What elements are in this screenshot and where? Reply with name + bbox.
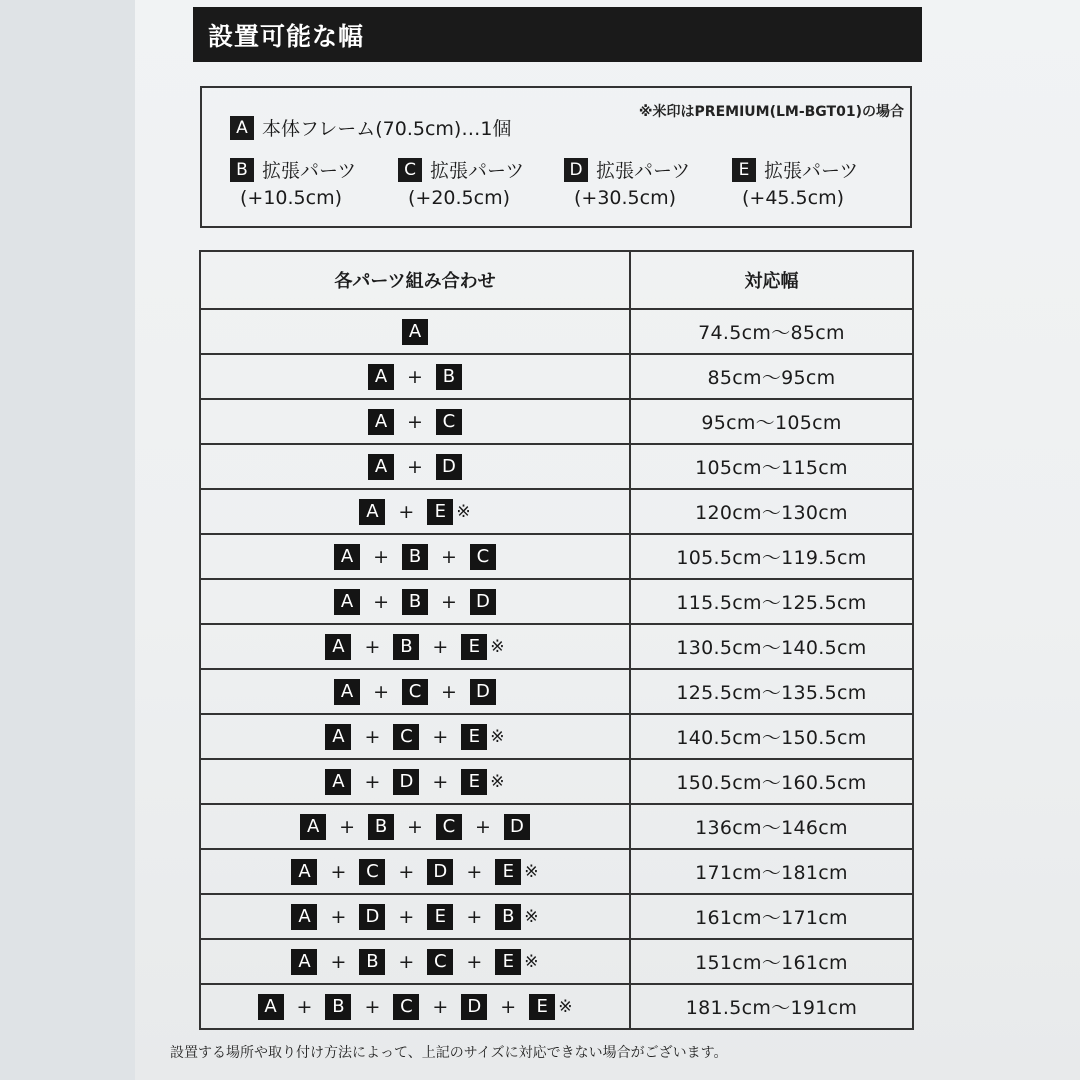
part-badge: A xyxy=(325,634,351,660)
part-badge: E xyxy=(461,769,487,795)
plus-sign: + xyxy=(330,950,347,973)
table-row xyxy=(200,579,913,624)
premium-mark: ※ xyxy=(524,861,539,882)
part-badge: E xyxy=(529,994,555,1020)
part-badge: A xyxy=(291,949,317,975)
premium-mark: ※ xyxy=(524,906,539,927)
plus-sign: + xyxy=(373,545,389,568)
part-badge: B xyxy=(368,814,394,840)
part-badge: E xyxy=(427,904,453,930)
table-row xyxy=(200,444,913,489)
combination-cell xyxy=(200,894,630,939)
part-badge: C xyxy=(470,544,496,570)
width-range-cell: 85cm～95cm xyxy=(630,354,913,399)
part-badge: D xyxy=(470,679,496,705)
section-title: 設置可能な幅 xyxy=(208,21,365,51)
table-row xyxy=(200,309,913,354)
legend-part-label: 拡張パーツ xyxy=(430,160,525,182)
width-range-cell: 130.5cm～140.5cm xyxy=(630,624,913,669)
premium-mark: ※ xyxy=(490,636,505,657)
legend-main-frame xyxy=(230,114,511,141)
table-row xyxy=(200,354,913,399)
width-range-cell: 151cm～161cm xyxy=(630,939,913,984)
part-badge: B xyxy=(436,364,462,390)
part-badge: B xyxy=(359,949,385,975)
width-range-cell: 181.5cm～191cm xyxy=(630,984,913,1029)
plus-sign: + xyxy=(398,950,415,973)
part-badge: D xyxy=(470,589,496,615)
table-row xyxy=(200,984,913,1029)
combination-cell xyxy=(200,804,630,849)
legend-part-size: (+45.5cm) xyxy=(742,187,845,209)
footer-note: 設置する場所や取り付け方法によって、上記のサイズに対応できない場合がございます。 xyxy=(170,1045,728,1061)
part-badge: E xyxy=(495,859,521,885)
part-badge: A xyxy=(325,724,351,750)
table-header-row xyxy=(200,251,913,309)
combination xyxy=(201,895,629,938)
section-title-bar xyxy=(193,7,922,62)
plus-sign: + xyxy=(398,500,415,523)
part-badge: C xyxy=(393,994,419,1020)
plus-sign: + xyxy=(432,995,449,1018)
parts-legend xyxy=(200,86,912,228)
plus-sign: + xyxy=(398,860,415,883)
part-badge: D xyxy=(461,994,487,1020)
part-badge: A xyxy=(368,409,394,435)
legend-part-label: 拡張パーツ xyxy=(262,160,357,182)
plus-sign: + xyxy=(466,950,483,973)
width-range-cell: 136cm～146cm xyxy=(630,804,913,849)
combination xyxy=(201,715,629,758)
part-badge: A xyxy=(334,589,360,615)
plus-sign: + xyxy=(466,905,483,928)
combination-cell xyxy=(200,669,630,714)
part-badge: E xyxy=(495,949,521,975)
combination xyxy=(201,580,629,623)
plus-sign: + xyxy=(373,680,389,703)
premium-note: ※米印はPREMIUM(LM-BGT01)の場合 xyxy=(638,104,904,120)
combination-cell xyxy=(200,354,630,399)
plus-sign: + xyxy=(364,770,381,793)
part-badge: B xyxy=(495,904,521,930)
plus-sign: + xyxy=(441,590,457,613)
combination-cell xyxy=(200,579,630,624)
plus-sign: + xyxy=(330,905,347,928)
premium-mark: ※ xyxy=(524,951,539,972)
part-badge: B xyxy=(402,589,428,615)
premium-mark: ※ xyxy=(490,771,505,792)
premium-mark: ※ xyxy=(490,726,505,747)
legend-part-d xyxy=(564,156,690,209)
combination xyxy=(201,985,629,1028)
header-combination: 各パーツ組み合わせ xyxy=(200,251,630,309)
width-range-cell: 105.5cm～119.5cm xyxy=(630,534,913,579)
plus-sign: + xyxy=(432,635,449,658)
plus-sign: + xyxy=(364,635,381,658)
part-badge: A xyxy=(402,319,428,345)
legend-part-label: 拡張パーツ xyxy=(596,160,691,182)
plus-sign: + xyxy=(339,815,356,838)
legend-part-size: (+10.5cm) xyxy=(240,187,343,209)
part-badge: A xyxy=(291,904,317,930)
combination-cell xyxy=(200,309,630,354)
premium-mark: ※ xyxy=(456,501,471,522)
part-badge: C xyxy=(402,679,428,705)
header-width: 対応幅 xyxy=(630,251,913,309)
table-row xyxy=(200,759,913,804)
combination xyxy=(201,445,629,488)
combination-cell xyxy=(200,759,630,804)
table-body xyxy=(200,309,913,1029)
part-badge: A xyxy=(359,499,385,525)
combination xyxy=(201,940,629,983)
part-badge: C xyxy=(436,409,462,435)
part-badge: B xyxy=(402,544,428,570)
part-badge: C xyxy=(393,724,419,750)
combination-cell xyxy=(200,534,630,579)
premium-mark: ※ xyxy=(558,996,573,1017)
part-badge: B xyxy=(230,158,254,182)
combination xyxy=(201,670,629,713)
plus-sign: + xyxy=(407,410,423,433)
part-badge: C xyxy=(359,859,385,885)
part-badge: D xyxy=(436,454,462,480)
combination-cell xyxy=(200,624,630,669)
width-range-cell: 115.5cm～125.5cm xyxy=(630,579,913,624)
combination-cell xyxy=(200,489,630,534)
part-badge: A xyxy=(291,859,317,885)
width-range-cell: 150.5cm～160.5cm xyxy=(630,759,913,804)
width-range-cell: 105cm～115cm xyxy=(630,444,913,489)
table-row xyxy=(200,489,913,534)
part-badge: A xyxy=(334,544,360,570)
combination xyxy=(201,490,629,533)
part-badge: D xyxy=(564,158,588,182)
width-range-cell: 161cm～171cm xyxy=(630,894,913,939)
table-row xyxy=(200,714,913,759)
table-row xyxy=(200,669,913,714)
part-badge: A xyxy=(325,769,351,795)
table-row xyxy=(200,939,913,984)
part-badge: A xyxy=(300,814,326,840)
legend-main-label: 本体フレーム(70.5cm)…1個 xyxy=(262,118,512,140)
legend-part-size: (+30.5cm) xyxy=(574,187,677,209)
width-range-cell: 74.5cm～85cm xyxy=(630,309,913,354)
table-row xyxy=(200,534,913,579)
width-range-cell: 171cm～181cm xyxy=(630,849,913,894)
plus-sign: + xyxy=(441,545,457,568)
part-badge: E xyxy=(427,499,453,525)
part-badge: D xyxy=(393,769,419,795)
part-badge: E xyxy=(461,634,487,660)
width-range-cell: 125.5cm～135.5cm xyxy=(630,669,913,714)
combination xyxy=(201,535,629,578)
part-badge: C xyxy=(398,158,422,182)
part-badge: E xyxy=(732,158,756,182)
combination xyxy=(201,400,629,443)
combination-table xyxy=(199,250,914,1030)
plus-sign: + xyxy=(466,860,483,883)
combination-cell xyxy=(200,849,630,894)
legend-part-size: (+20.5cm) xyxy=(408,187,511,209)
part-badge: D xyxy=(504,814,530,840)
width-range-cell: 120cm～130cm xyxy=(630,489,913,534)
legend-part-c xyxy=(398,156,524,209)
part-badge: A xyxy=(258,994,284,1020)
combination xyxy=(201,355,629,398)
part-badge: A xyxy=(368,364,394,390)
plus-sign: + xyxy=(398,905,415,928)
part-badge: B xyxy=(393,634,419,660)
combination-cell xyxy=(200,714,630,759)
combination-cell xyxy=(200,984,630,1029)
combination xyxy=(201,625,629,668)
combination-cell xyxy=(200,444,630,489)
table-row xyxy=(200,849,913,894)
combination xyxy=(201,805,629,848)
plus-sign: + xyxy=(364,725,381,748)
part-badge: A xyxy=(368,454,394,480)
part-badge: C xyxy=(436,814,462,840)
part-badge: E xyxy=(461,724,487,750)
plus-sign: + xyxy=(432,725,449,748)
plus-sign: + xyxy=(407,815,423,838)
legend-part-b xyxy=(230,156,356,209)
plus-sign: + xyxy=(432,770,449,793)
part-badge: B xyxy=(325,994,351,1020)
width-range-cell: 95cm～105cm xyxy=(630,399,913,444)
combination-cell xyxy=(200,399,630,444)
table-row xyxy=(200,399,913,444)
table-row xyxy=(200,624,913,669)
plus-sign: + xyxy=(407,365,423,388)
part-badge: D xyxy=(427,859,453,885)
plus-sign: + xyxy=(373,590,389,613)
plus-sign: + xyxy=(441,680,457,703)
plus-sign: + xyxy=(330,860,347,883)
plus-sign: + xyxy=(500,995,517,1018)
part-badge: A xyxy=(334,679,360,705)
table-row xyxy=(200,894,913,939)
part-badge: A xyxy=(230,116,254,140)
part-badge: C xyxy=(427,949,453,975)
plus-sign: + xyxy=(407,455,423,478)
legend-part-label: 拡張パーツ xyxy=(764,160,859,182)
combination xyxy=(201,310,629,353)
width-range-cell: 140.5cm～150.5cm xyxy=(630,714,913,759)
combination xyxy=(201,850,629,893)
combination xyxy=(201,760,629,803)
combination-cell xyxy=(200,939,630,984)
plus-sign: + xyxy=(474,815,491,838)
plus-sign: + xyxy=(296,995,313,1018)
part-badge: D xyxy=(359,904,385,930)
table-row xyxy=(200,804,913,849)
plus-sign: + xyxy=(364,995,381,1018)
legend-part-e xyxy=(732,156,858,209)
